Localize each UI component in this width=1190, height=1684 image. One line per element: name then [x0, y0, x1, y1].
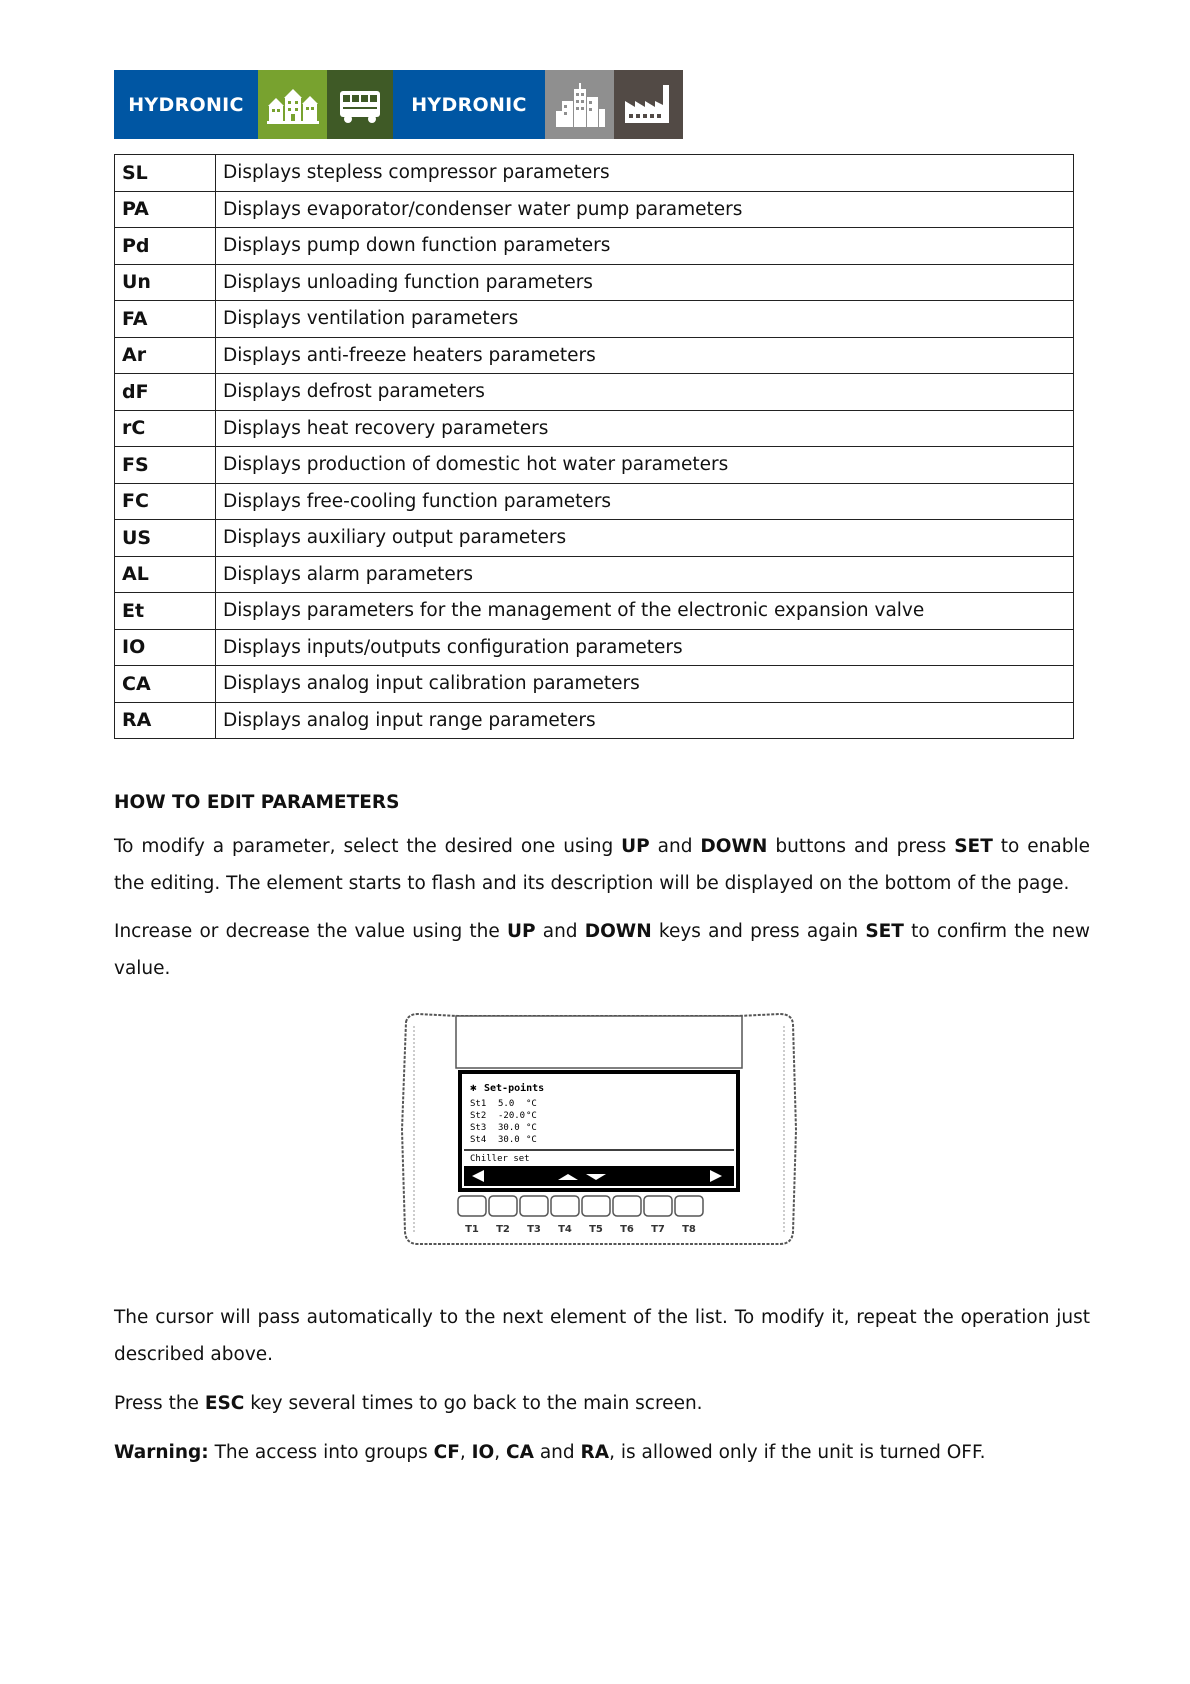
parameter-code: US	[115, 520, 216, 557]
parameter-code: Pd	[115, 228, 216, 265]
parameter-code: CA	[115, 666, 216, 703]
parameter-code: IO	[115, 629, 216, 666]
paragraph-cursor: The cursor will pass automatically to the next element of the list. To modify it, repeat the operation just described above.	[114, 1307, 1090, 1365]
screen-row-label: St4	[470, 1135, 487, 1145]
parameter-code: dF	[115, 374, 216, 411]
table-row	[115, 520, 1074, 557]
bus-icon	[327, 70, 393, 139]
table-row	[115, 374, 1074, 411]
table-row	[115, 666, 1074, 703]
parameter-groups-table	[114, 154, 1074, 739]
table-row	[115, 629, 1074, 666]
screen-row-value: 5.0	[498, 1099, 515, 1109]
table-row	[115, 301, 1074, 338]
table-row	[115, 483, 1074, 520]
hydronic-label-left: HYDRONIC	[128, 93, 244, 116]
device-key[interactable]	[458, 1196, 486, 1216]
hydronic-label-right-box	[393, 70, 545, 139]
parameter-description: Displays inputs/outputs configuration parameters	[216, 629, 1074, 666]
parameter-code: FA	[115, 301, 216, 338]
device-key[interactable]	[582, 1196, 610, 1216]
table-row	[115, 447, 1074, 484]
controller-device-illustration	[388, 1010, 808, 1254]
paragraph-modify-parameter: To modify a parameter, select the desired one using UP and DOWN buttons and press SET to enable the editing. The element starts to flash and its description will be displayed on the bottom of the page.	[114, 836, 1090, 894]
screen-row-value: 30.0	[498, 1123, 520, 1133]
parameter-code: FC	[115, 483, 216, 520]
parameter-description: Displays auxiliary output parameters	[216, 520, 1074, 557]
device-key-label: T3	[527, 1224, 541, 1235]
parameter-description: Displays pump down function parameters	[216, 228, 1074, 265]
table-row	[115, 337, 1074, 374]
table-row	[115, 556, 1074, 593]
parameter-code: FS	[115, 447, 216, 484]
table-row	[115, 702, 1074, 739]
paragraph-increase-decrease: Increase or decrease the value using the UP and DOWN keys and press again SET to confirm the new value.	[114, 921, 1090, 979]
screen-row-unit: °C	[526, 1123, 537, 1133]
screen-row-value: 30.0	[498, 1135, 520, 1145]
paragraph-warning: Warning: The access into groups CF, IO, CA and RA, is allowed only if the unit is turned OFF.	[114, 1442, 986, 1463]
parameter-description: Displays defrost parameters	[216, 374, 1074, 411]
screen-row-unit: °C	[526, 1135, 537, 1145]
device-key-label: T4	[558, 1224, 572, 1235]
residential-icon	[258, 70, 327, 139]
device-key-label: T2	[496, 1224, 510, 1235]
parameter-description: Displays analog input calibration parameters	[216, 666, 1074, 703]
table-row	[115, 191, 1074, 228]
device-key-label: T5	[589, 1224, 603, 1235]
parameter-description: Displays parameters for the management of the electronic expansion valve	[216, 593, 1074, 630]
device-key[interactable]	[489, 1196, 517, 1216]
device-key[interactable]	[613, 1196, 641, 1216]
parameter-code: RA	[115, 702, 216, 739]
parameter-code: PA	[115, 191, 216, 228]
parameter-code: Un	[115, 264, 216, 301]
table-row	[115, 264, 1074, 301]
parameter-description: Displays anti-freeze heaters parameters	[216, 337, 1074, 374]
factory-icon	[614, 70, 683, 139]
device-key[interactable]	[675, 1196, 703, 1216]
table-row	[115, 228, 1074, 265]
device-key[interactable]	[644, 1196, 672, 1216]
screen-row-unit: °C	[526, 1099, 537, 1109]
screen-row-label: St1	[470, 1099, 487, 1109]
header-banner	[114, 70, 683, 139]
parameter-description: Displays heat recovery parameters	[216, 410, 1074, 447]
device-key-label: T7	[651, 1224, 665, 1235]
parameter-code: SL	[115, 155, 216, 192]
device-key-label: T8	[682, 1224, 696, 1235]
device-key[interactable]	[520, 1196, 548, 1216]
parameter-code: rC	[115, 410, 216, 447]
parameter-description: Displays analog input range parameters	[216, 702, 1074, 739]
screen-row-label: St3	[470, 1123, 487, 1133]
hydronic-label-right: HYDRONIC	[411, 93, 527, 116]
hydronic-label-left-box	[114, 70, 258, 139]
parameter-description: Displays ventilation parameters	[216, 301, 1074, 338]
screen-gear-icon: ✱	[470, 1081, 477, 1094]
parameter-code: Ar	[115, 337, 216, 374]
screen-row-unit: °C	[526, 1111, 537, 1121]
city-buildings-icon	[545, 70, 614, 139]
screen-status-text: Chiller set	[470, 1154, 530, 1164]
screen-row-label: St2	[470, 1111, 487, 1121]
parameter-description: Displays free-cooling function parameters	[216, 483, 1074, 520]
table-row	[115, 410, 1074, 447]
device-key[interactable]	[551, 1196, 579, 1216]
parameter-description: Displays evaporator/condenser water pump parameters	[216, 191, 1074, 228]
device-key-label: T6	[620, 1224, 634, 1235]
parameter-code: Et	[115, 593, 216, 630]
parameter-description: Displays alarm parameters	[216, 556, 1074, 593]
table-row	[115, 593, 1074, 630]
screen-title: Set-points	[484, 1083, 545, 1094]
section-heading: HOW TO EDIT PARAMETERS	[114, 792, 400, 813]
device-key-label: T1	[465, 1224, 479, 1235]
parameter-description: Displays unloading function parameters	[216, 264, 1074, 301]
parameter-code: AL	[115, 556, 216, 593]
screen-row-value: -20.0	[498, 1111, 526, 1121]
paragraph-esc: Press the ESC key several times to go back to the main screen.	[114, 1393, 703, 1414]
parameter-description: Displays stepless compressor parameters	[216, 155, 1074, 192]
table-row	[115, 155, 1074, 192]
parameter-description: Displays production of domestic hot water parameters	[216, 447, 1074, 484]
